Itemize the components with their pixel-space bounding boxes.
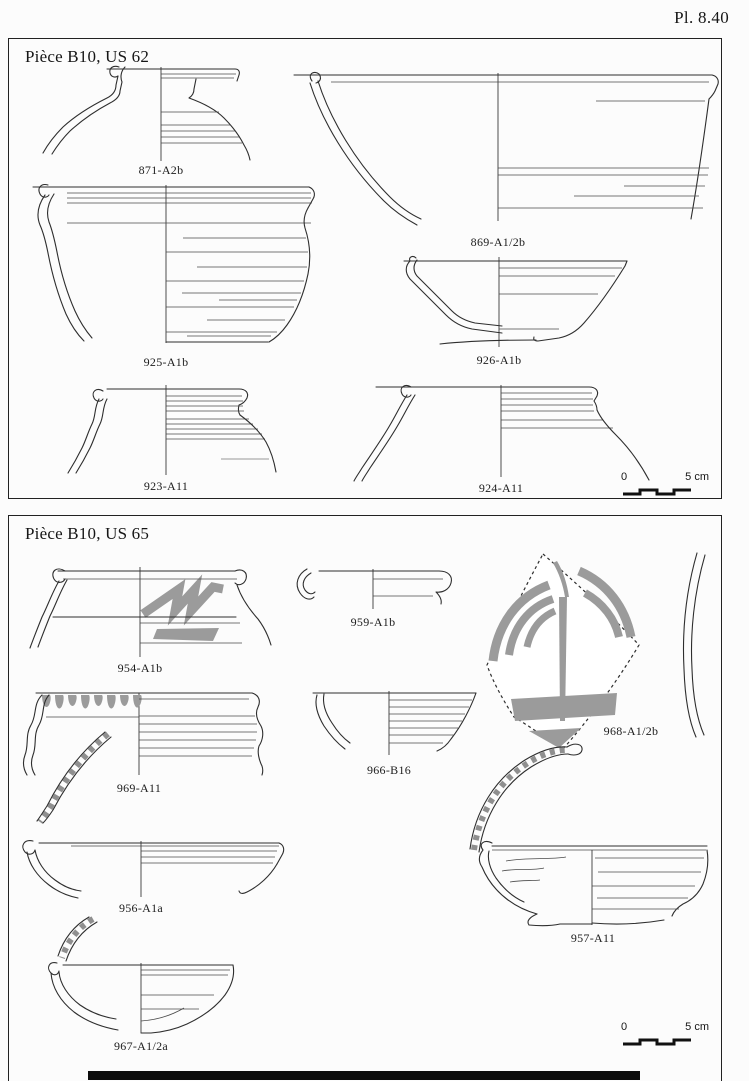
hatched-band-fragment-left — [17, 728, 117, 823]
vessel-923-A11-drawing — [63, 379, 278, 479]
vessel-label: 959-A1b — [350, 615, 396, 629]
dab-decoration — [42, 695, 142, 709]
vessel-967-A1-2a — [41, 953, 241, 1053]
vessel-924-A11-drawing — [351, 379, 651, 481]
vessel-956-A1a — [11, 831, 286, 917]
hatched-band-drawing — [17, 728, 117, 823]
vessel-label: 957-A11 — [570, 931, 616, 945]
vessel-926-A1b — [386, 253, 629, 369]
vessel-label: 956-A1a — [118, 901, 164, 915]
vessel-959-A1b-drawing — [291, 563, 456, 613]
vessel-label: 954-A1b — [117, 661, 163, 675]
panel-us65 — [8, 515, 722, 1081]
panel-us62-title: Pièce B10, US 62 — [25, 47, 150, 66]
vessel-label: 968-A1/2b — [603, 724, 659, 738]
vessel-label: 969-A11 — [116, 781, 162, 795]
scale-end-label: 5 cm — [685, 471, 709, 483]
scale-start-label: 0 — [621, 471, 628, 483]
vessel-label: 869-A1/2b — [470, 235, 526, 249]
vessel-925-A1b — [21, 181, 313, 369]
scale-end-label: 5 cm — [685, 1021, 709, 1033]
panel-us65-title: Pièce B10, US 65 — [25, 524, 150, 543]
vessel-956-A1a-drawing — [11, 831, 286, 903]
vessel-label: 871-A2b — [138, 163, 184, 177]
vessel-871-A2b — [39, 65, 271, 177]
vessel-label: 924-A11 — [478, 481, 524, 495]
scale-bar — [619, 1021, 709, 1053]
vessel-954-A1b-drawing — [23, 559, 271, 659]
vessel-label: 966-B16 — [366, 763, 412, 777]
vessel-968-A1-2b-profile — [669, 549, 711, 741]
scale-bar-graphic — [619, 1036, 699, 1048]
vessel-968-A1-2b-profile-drawing — [669, 549, 711, 741]
vessel-label: 926-A1b — [476, 353, 522, 367]
vessel-871-A2b-drawing — [39, 65, 271, 161]
vessel-957-A11 — [456, 739, 719, 945]
vessel-926-A1b-drawing — [386, 253, 629, 353]
vessel-959-A1b — [291, 563, 456, 629]
scale-start-label: 0 — [621, 1021, 628, 1033]
vessel-966-B16-drawing — [291, 683, 479, 761]
scale-bar-graphic — [619, 486, 699, 498]
vessel-954-A1b — [23, 559, 271, 675]
vessel-label: 923-A11 — [143, 479, 189, 493]
vessel-869-A1-2b-drawing — [286, 69, 723, 233]
scale-bar — [619, 471, 709, 503]
vessel-label: 925-A1b — [143, 355, 189, 369]
plate-number: Pl. 8.40 — [674, 8, 729, 27]
vessel-957-A11-drawing — [456, 739, 719, 929]
vessel-923-A11 — [63, 379, 278, 495]
panel-us62 — [8, 38, 722, 499]
vessel-967-A1-2a-drawing — [41, 953, 241, 1037]
vessel-869-A1-2b — [286, 69, 723, 249]
vessel-label: 967-A1/2a — [113, 1039, 169, 1053]
page-bottom-edge — [88, 1071, 640, 1080]
vessel-925-A1b-drawing — [21, 181, 313, 353]
vessel-966-B16 — [291, 683, 479, 777]
vessel-924-A11 — [351, 379, 651, 495]
